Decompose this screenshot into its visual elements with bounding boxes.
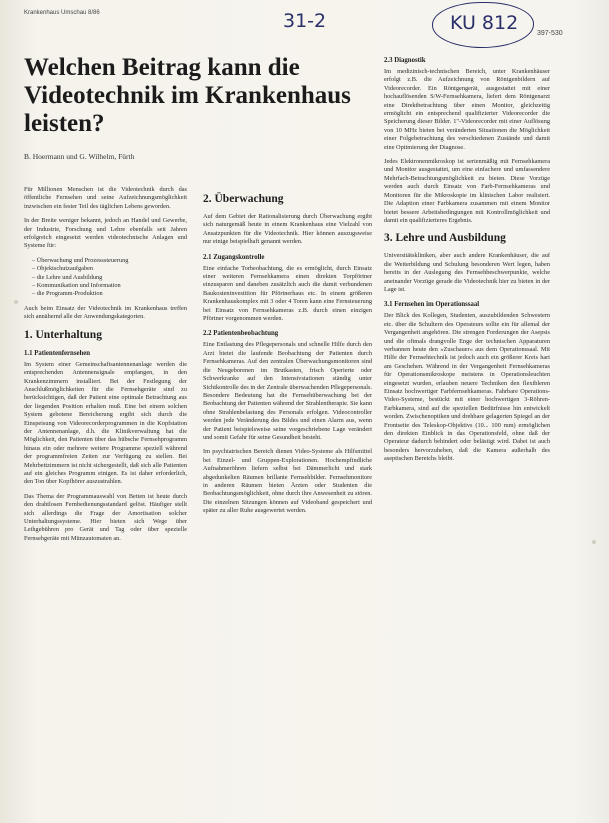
subheading-diagnostik: 2.3 Diagnostik — [384, 57, 426, 64]
paragraph: Im psychiatrischen Bereich dienen Video-Systeme als Hilfsmittel bei Einzel- und Gruppen-Explorationen. Hochempfindliche Aufnahmeröhren liefern selbst bei Dämmerlicht und stark abgedunkelten Räumen brillante Fernsehbilder. Fernsehmonitore in anderen Räumen bieten Ärzten oder Studenten die Beobachtungsmöglichkeit, ohne durch ihre Anwesenheit zu stören. Die einzelnen Sitzungen können auf Videoband gespeichert und später zu aller Ruhe ausgewertet werden. — [203, 448, 372, 515]
article-authors: B. Hoermann und G. Wilhelm, Fürth — [24, 152, 135, 161]
list-item: – Überwachung und Prozesssteuerung — [32, 257, 187, 265]
list-item: – die Lehre und Ausbildung — [32, 274, 187, 282]
heading-unterhaltung: 1. Unterhaltung — [24, 328, 102, 341]
paragraph: Eine Entlastung des Pflegepersonals und schnelle Hilfe durch den Arzt bietet die laufende Beobachtung der Patienten durch Fernsehkameras. Auf den zentralen Überwachungsmonitoren sind die Neugeborenen im Brutkasten, frisch Operierte oder Schwerkranke auf den Intensivstationen ständig unter Sichtkontrolle des in der Zentrale überwachenden Pflegepersonals. Besondere Bedeutung hat die Fernsehüberwachung bei der Beobachtung der Patienten während der Strahlentherapie. Sie kann ohne Strahlenbelastung des Personals erfolgen. Videocontroller werden jede Veränderung des Bildes und einen Alarm aus, wenn der Patient beispielsweise seine vorgeschriebene Lage verändert und somit Gefahr für seine Gesundheit besteht. — [203, 341, 372, 441]
paragraph: Auf dem Gebiet der Rationalisierung durch Überwachung ergibt sich naturgemäß heute in einem Krankenhaus eine Vielzahl von Ansatzpunkten für die Videotechnik. Hier können auszugsweise nur einige beispielhaft genannt werden. — [203, 213, 372, 246]
column-middle — [203, 186, 372, 522]
paragraph: Der Blick des Kollegen, Studenten, auszubildenden Schwestern etc. über die Schultern des Operateurs sollte ein für allemal der Vergangenheit angehören. Die strengen Forderungen der Asepsis und die oftmals drangvolle Enge der technischen Apparaturen verbannen heute den »Zuschauer« aus dem Operationssaal. Mit Hilfe der Fernsehtechnik ist jedoch auch ein größerer Kreis hart am Geschehen. Während in der Vergangenheit Fernsehkameras für Operationsmikroskope meistens in Operationsleuchten eingesetzt wurden, erlauben neuere Techniken den flexibleren Einsatz hochwertiger Farbfernsehkameras. Fahrbare Operations-Video-Systeme, bestückt mit einer hochwertigen 3-Röhren-Farbkamera, sind auf die speziellen Bedürfnisse hin entwickelt worden. Zwischenoptiken und drehbare gelagerten Spiegel an der Frontseite des Teleskop-Objektivs (10... 100 mm) ermöglichen den direkten Einblick in das Operationsfeld, ohne daß der Operateur dadurch behindert oder belästigt wird. Dabei ist auch besonders hervorzuheben, daß die Kamera außerhalb des aseptischen Bereichs bleibt. — [384, 312, 550, 463]
column-left — [24, 186, 187, 549]
handwritten-note-left: 31-2 — [283, 10, 327, 32]
scan-speck — [14, 300, 18, 304]
paragraph: Das Thema der Programmauswahl von Betten ist heute durch den drahtlosen Fernbedienungsstandard gelöst. Häufiger stellt sich allerdings die Frage der Amortisation solcher Unterhaltungssysteme. Hier bieten sich Wege über Leihgebühren pro Gerät und Tag oder über spezielle Fernsehgeräte mit Münzautomaten an. — [24, 492, 187, 542]
subheading-patientenfernsehen: 1.1 Patientenfernsehen — [24, 349, 91, 357]
application-list — [24, 257, 187, 299]
paragraph: Im System einer Gemeinschaftsantennenanlage werden die entsprechenden Antennensignale empfangen, in den Krankenzimmern installiert. Bei der Festlegung der Anschlußmöglichkeiten für die Fernsehgeräte sind zu berücksichtigen, daß der Patient eine optimale Betrachtung aus der liegenden Position erhalten muß. Eine bei einem solchen System gebotene Bereicherung ergibt sich durch die Einspeisung von Videorecorderprogrammen in die Kopfstation der Antennenanlage, d.h. die Klinikverwaltung hat die Möglichkeit, den Patienten über das hübsche Fernsehprogramm hinaus ein oder mehrere weitere Programme speziell während der programmfreien Zeiten zur Verfügung zu stellen. Bei Mehrbettzimmern ist nicht sichergestellt, daß sich alle Patienten auf ein gleiches Programm einigen. Es ist daher erforderlich, den Ton über Kopfhörer auszustrahlen. — [24, 360, 187, 486]
paragraph: Universitätskliniken, aber auch andere Krankenhäuser, die auf die Weiterbildung und Schulung besonderen Wert legen, haben bereits in der Auslegung des Fernsehbeschwerpunkte, welche aneinander Vorzüge gerade die Videotechnik hier zu bieten in der Lage ist. — [384, 252, 550, 293]
subheading-patientenbeobachtung: 2.2 Patientenbeobachtung — [203, 330, 279, 338]
subheading-fernsehen-op: 3.1 Fernsehen im Operationssaal — [384, 301, 480, 309]
scan-speck — [592, 540, 596, 544]
handwritten-note-right: KU 812 — [450, 12, 519, 34]
running-head: Krankenhaus Umschau 8/86 — [24, 10, 100, 16]
paragraph: Eine einfache Torbeobachtung, die es ermöglicht, durch Einsatz einer weiteren Fernsehkamera einen direkten Torpförtner einzusparen und daneben zusätzlich auch die damit verbundenen Baukosteninvestition für Pförtnerhaus etc. In einem größeren Krankenhauskomplex mit 3 oder 4 Toren kann eine Fernsteuerung bei Einsatz von Fernsehkameras z.B. durch einen einzigen Pförtner vorgenommen werden. — [203, 264, 372, 323]
paragraph: Im medizinisch-technischen Bereich, unter Krankenhäuser erfolgt z.B. die Aufzeichnung von Röntgenbildern auf Videorecorder. Ein Röntgengerät, ausgestattet mit einer hochauflösenden S/W-Fernsehkamera, liefert dem Röntgenarzt eine Direktbetrachtung über einen Monitor, gleichzeitig ermöglicht ein entsprechend qualifizierter Videorecorder die Speicherung dieser Bilder. 1"-Videorecorder mit einer Auflösung von 10 MHz bieten bei veränderten Situationen die Möglichkeit einer Folgebetrachtung des verschiedenen Zustände und damit eine Optimierung der Diagnose. — [384, 68, 550, 151]
paragraph: Jedes Elektronenmikroskop ist serienmäßig mit Fernsehkamera und Monitor ausgestattet, um eine einfachere und umfassendere Mehrfach-Betrachtungsmöglichkeit zu bieten. Diese Vorzüge werden auch durch Einsatz von Farb-Fernsehkameras und Monitoren für die Mikroskopie im klinischen Labor realisiert. Die Adaption einer Farbkamera zusammen mit einem Monitor bietet bessere Arbeitsbedingungen mit Kontrollmöglichkeit und damit ein qualifizierteres Ergebnis. — [384, 158, 550, 224]
heading-lehre: 3. Lehre und Ausbildung — [384, 232, 506, 245]
article-title: Welchen Beitrag kann die Videotechnik im Krankenhaus leisten? — [24, 54, 351, 137]
list-item: – Objektschutzaufgaben — [32, 265, 187, 273]
page-reference: 397-530 — [537, 30, 563, 37]
intro-paragraph-2: In der Breite weniger bekannt, jedoch an Handel und Gewerbe, der Industrie, Forschung und Lehre ebenfalls seit Jahren erfolgreich eingesetzt werden videotechnische Anlagen und Systeme für: — [24, 217, 187, 250]
intro-paragraph-1: Für Millionen Menschen ist die Videotechnik durch das öffentliche Fernsehen und seine Aufzeichnungsmöglichkeit inzwischen ein fester Teil des täglichen Lebens geworden. — [24, 186, 187, 210]
subheading-zugangskontrolle: 2.1 Zugangskontrolle — [203, 253, 265, 261]
heading-ueberwachung: 2. Überwachung — [203, 193, 284, 205]
list-item: – Kommunikation und Information — [32, 282, 187, 290]
list-item: – die Programm-Produktion — [32, 290, 187, 298]
column-right — [384, 52, 550, 470]
intro-paragraph-3: Auch beim Einsatz der Videotechnik im Krankenhaus treffen sich annähernd alle der Anwendungskategorien. — [24, 304, 187, 321]
